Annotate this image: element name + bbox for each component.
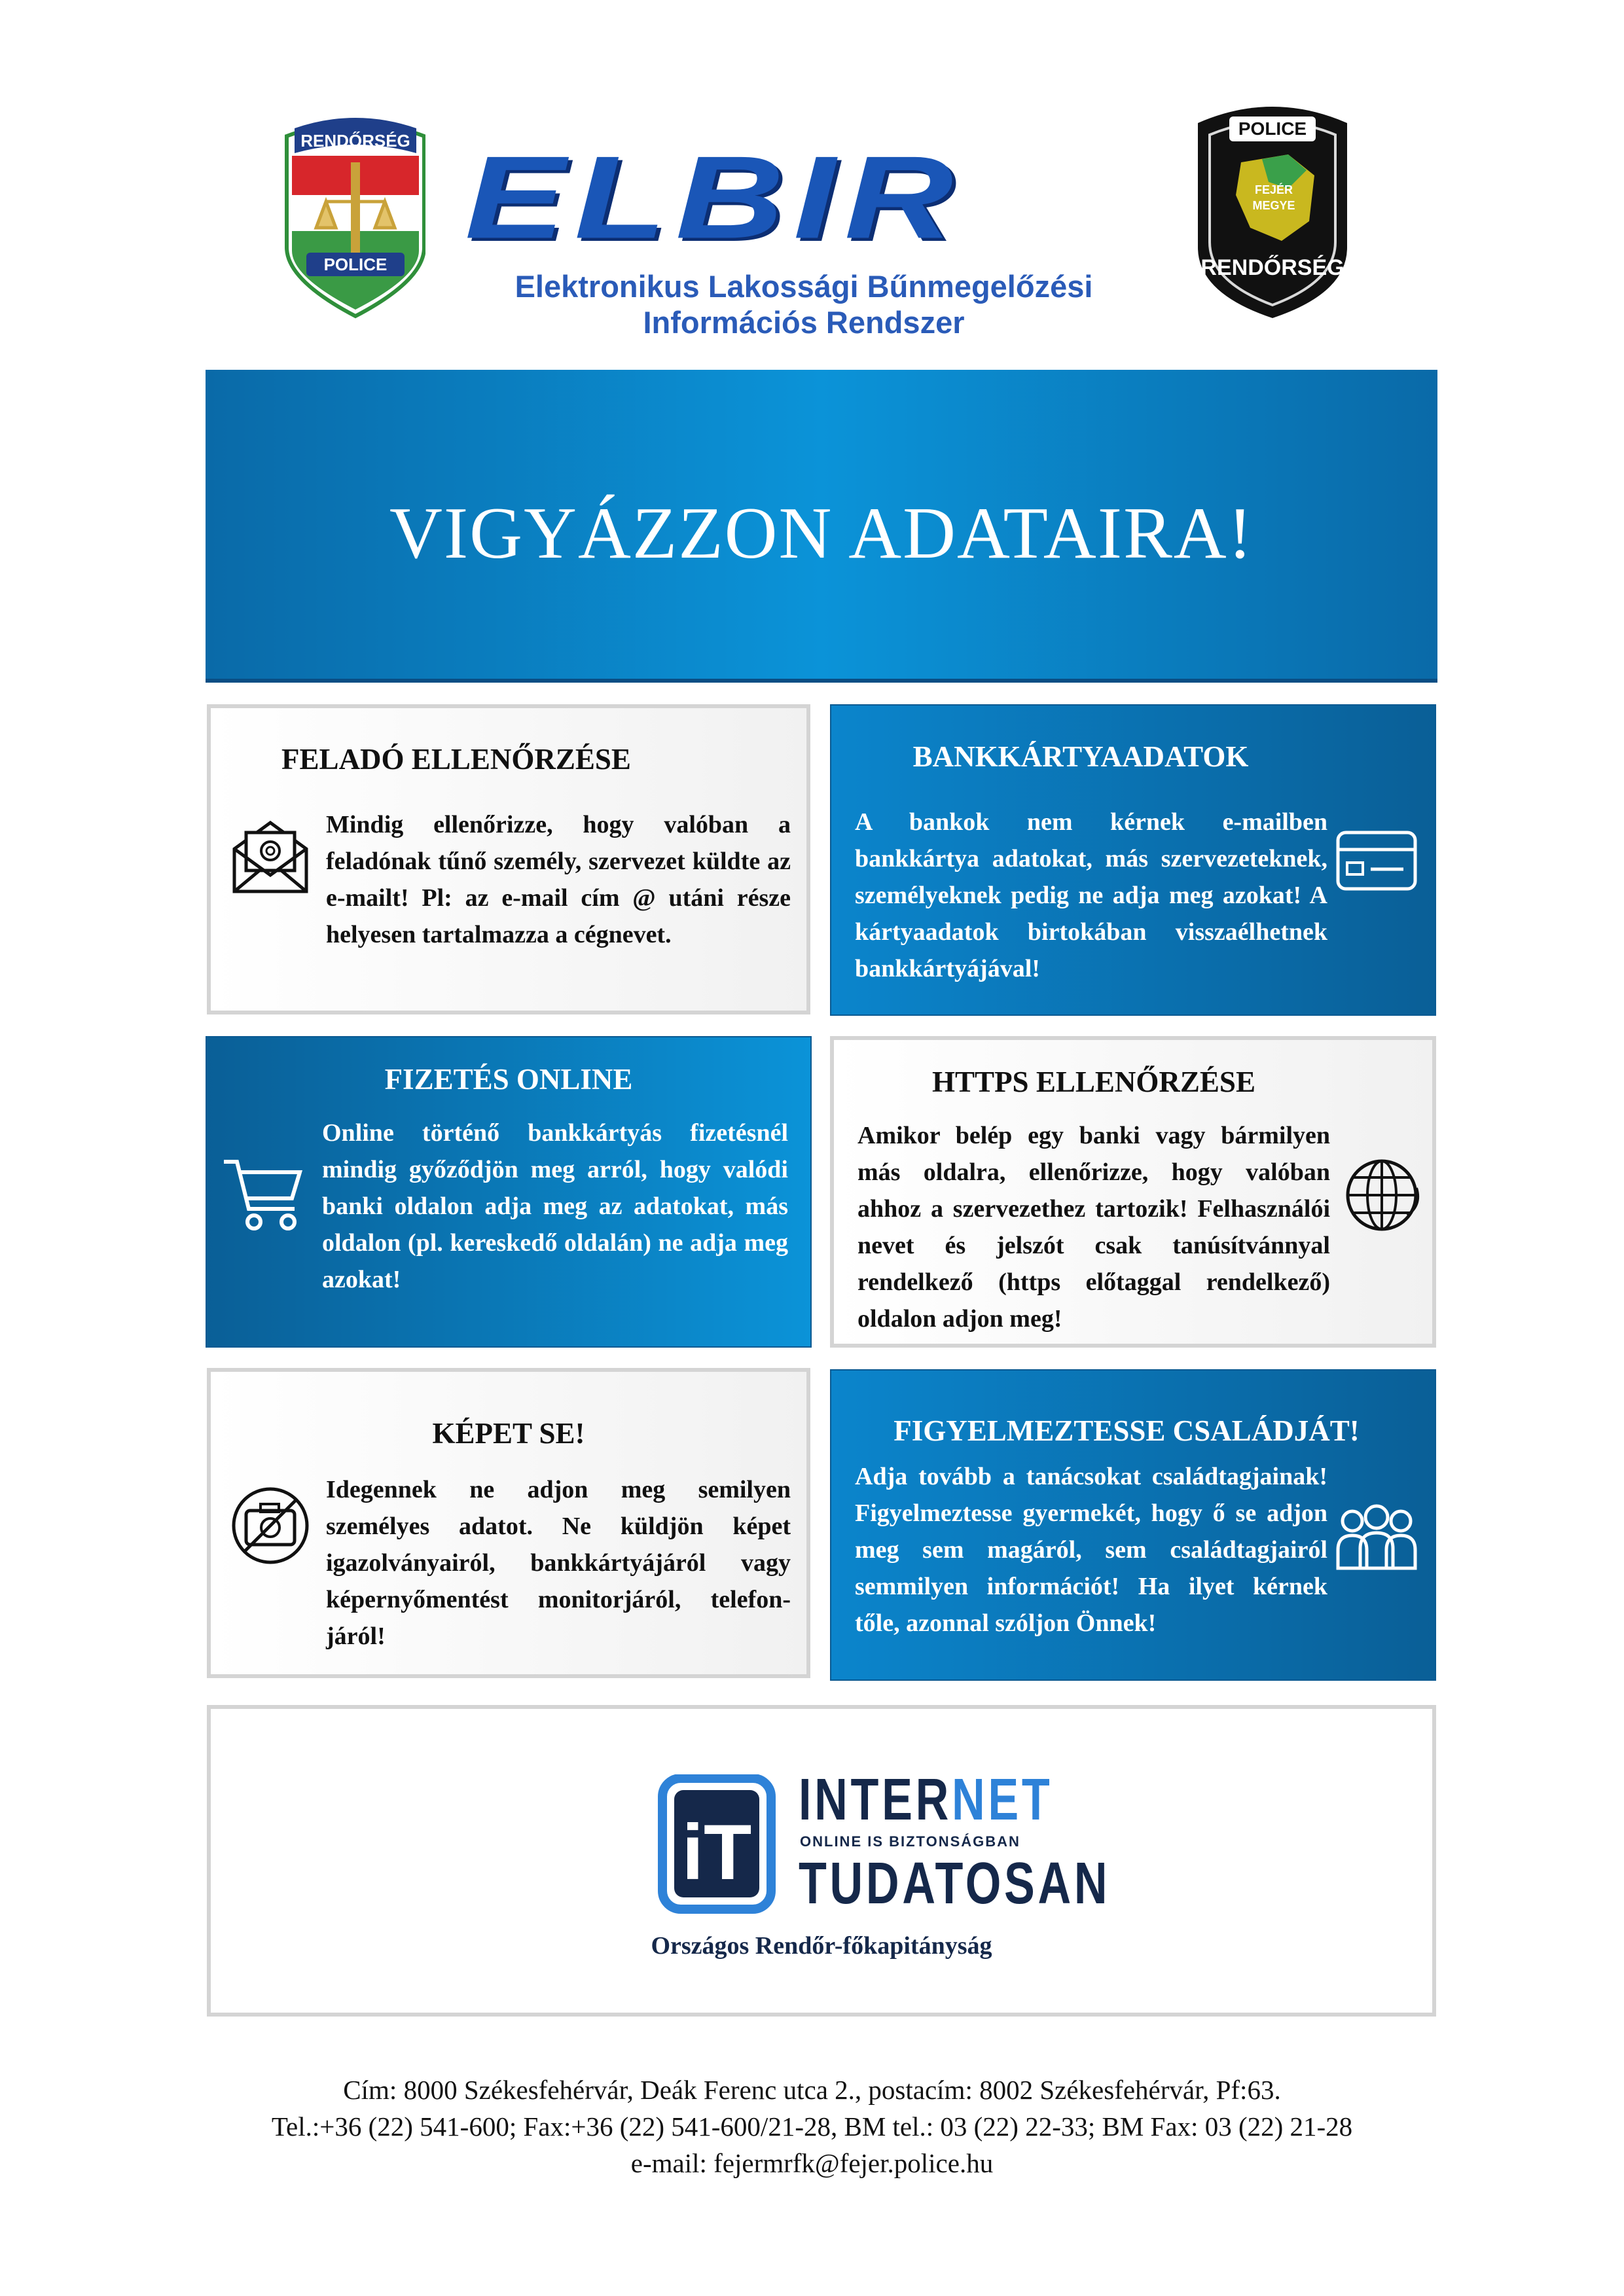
fejer-police-badge [1190,97,1355,321]
police-shield-logo [280,117,431,321]
card-title: FELADÓ ELLENŐRZÉSE [281,743,631,776]
svg-text:RENDŐRSÉG: RENDŐRSÉG [1200,255,1344,280]
internet-tudatosan-box [207,1705,1436,2017]
elbir-wordmark: ELBIR [465,132,962,263]
card-text: Amikor belép egy banki vagy bármilyen más oldalra, ellenőrizze, hogy valóban ahhoz a szervezethez tartozik! Felhasználói nevet és jelszót csak tanúsítvánnyal rendelkező (https előtaggal rendelkező) oldalon adjon meg! [857,1122,1330,1333]
credit-card-icon [1334,818,1419,903]
card-warn-family [830,1369,1436,1681]
footer-phone: Tel.:+36 (22) 541-600; Fax:+36 (22) 541-600/21-28, BM tel.: 03 (22) 22-33; BM Fax: 03 (22) 21-28 [271,2111,1353,2142]
card-text: Mindig ellenőrizze, hogy valóban a feladónak tűnő személy, szervezet küldte az e-mailt! Pl: az e-mail cím @ utáni része helyesen tartalmazza a cégnevet. [326,811,791,948]
card-title: FIGYELMEZTESSE CSALÁDJÁT! [893,1414,1360,1447]
card-title: BANKKÁRTYAADATOK [912,740,1249,773]
elbir-logo [425,119,1182,340]
internet-wordmark: INTERNET [799,1767,1053,1833]
online-tagline: ONLINE IS BIZTONSÁGBAN [800,1833,1020,1850]
card-title: FIZETÉS ONLINE [384,1063,633,1096]
card-bank-card [830,704,1436,1016]
no-camera-icon [228,1483,313,1568]
card-title: HTTPS ELLENŐRZÉSE [932,1066,1255,1098]
orfk-label: Országos Rendőr-főkapitányság [651,1932,992,1960]
svg-text:MEGYE: MEGYE [1252,199,1295,212]
card-title: KÉPET SE! [432,1417,585,1450]
card-text: Idegennek ne adjon meg semilyen személyes adatot. Ne küldjön képet igazolványairól, bankkártyájáról vagy képernyőmentést monitorjáról, telefon-járól! [326,1476,791,1650]
svg-text:POLICE: POLICE [1238,118,1307,139]
card-text: A bankok nem kérnek e-mailben bankkártya adatokat, más szervezeteknek, személyeknek pedig ne adja meg azokat! A kártyaadatok birtokában visszaélhetnek bankkártyájával! [855,808,1327,982]
card-online-payment [206,1036,812,1348]
svg-text:FEJÉR: FEJÉR [1254,183,1293,196]
card-sender-check [207,704,810,1014]
card-text: Adja tovább a tanácsokat családtagjainak! Figyelmeztesse gyermekét, hogy ő se adjon meg sem magáról, sem családtagjairól semmilyen információt! Ha ilyet kérnek tőle, azonnal szóljon Önnek! [855,1463,1327,1637]
footer-address: Cím: 8000 Székesfehérvár, Deák Ferenc utca 2., postacím: 8002 Székesfehérvár, Pf:63. [343,2075,1281,2105]
email-icon [228,813,313,898]
tudatosan-wordmark: TUDATOSAN [799,1851,1111,1916]
card-https-check [830,1036,1436,1348]
globe-icon [1339,1153,1424,1238]
title-banner [206,370,1437,683]
svg-text:iT: iT [681,1808,752,1896]
family-icon [1334,1495,1419,1580]
card-no-picture [207,1368,810,1678]
elbir-subtitle: Elektronikus Lakossági Bűnmegelőzési Információs Rendszer [514,269,1093,340]
footer-email: e-mail: fejermrfk@fejer.police.hu [630,2148,994,2178]
card-text: Online történő bankkártyás fizetésnél mindig győződjön meg arról, hogy valódi banki oldalon adja meg az adatokat, más oldalon (pl. kereskedő oldalán) ne adja meg azokat! [322,1119,788,1293]
page-header [0,0,1624,340]
it-logo-mark [656,1774,778,1914]
svg-text:POLICE: POLICE [323,255,388,274]
page-title: VIGYÁZZON ADATAIRA! [389,493,1254,574]
footer-contact [0,2072,1624,2181]
svg-text:RENDŐRSÉG: RENDŐRSÉG [300,131,410,151]
shopping-cart-icon [221,1150,306,1235]
